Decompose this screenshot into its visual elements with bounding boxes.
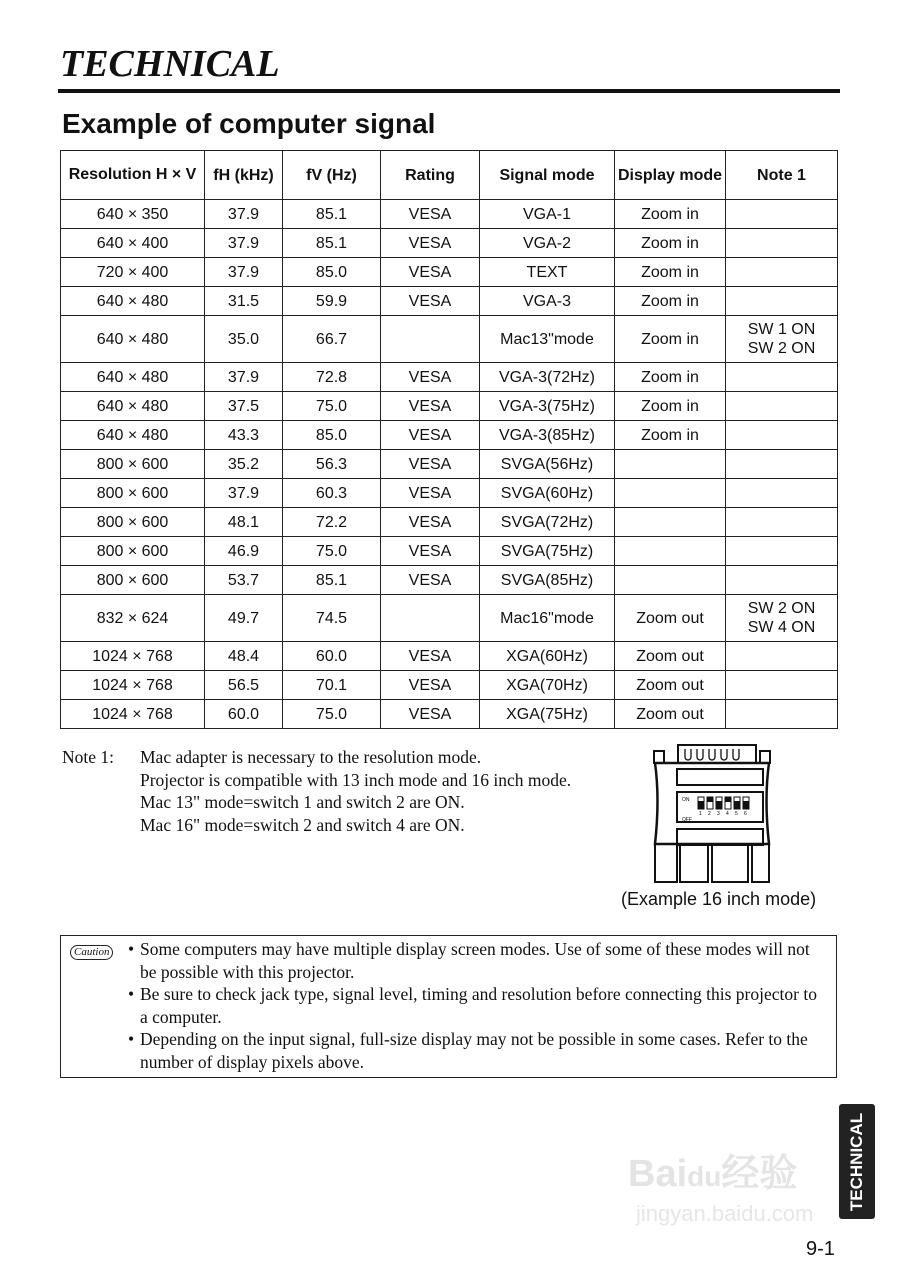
table-cell: 46.9 [205, 537, 283, 566]
dip-switch-number: 3 [717, 811, 720, 817]
table-cell: 1024 × 768 [61, 700, 205, 729]
table-cell: TEXT [480, 258, 615, 287]
table-cell: Zoom in [615, 229, 726, 258]
note-1 [62, 746, 571, 836]
table-cell: 800 × 600 [61, 508, 205, 537]
table-cell: XGA(70Hz) [480, 671, 615, 700]
note-line: Mac 16" mode=switch 2 and switch 4 are ON. [140, 814, 465, 835]
table-cell: VESA [381, 392, 480, 421]
table-cell [726, 537, 838, 566]
column-header: Resolution H × V [61, 151, 205, 200]
table-cell: VESA [381, 200, 480, 229]
table-cell: VESA [381, 671, 480, 700]
table-cell: 800 × 600 [61, 566, 205, 595]
table-cell [726, 258, 838, 287]
table-cell: VGA-3(85Hz) [480, 421, 615, 450]
table-row [61, 287, 838, 316]
caution-box [60, 935, 837, 1078]
table-cell: VGA-3(75Hz) [480, 392, 615, 421]
table-cell [726, 363, 838, 392]
table-cell [726, 642, 838, 671]
table-cell: VESA [381, 450, 480, 479]
table-cell [726, 392, 838, 421]
table-cell: 85.1 [283, 566, 381, 595]
dip-switch-knob [698, 801, 704, 809]
table-cell: 800 × 600 [61, 479, 205, 508]
table-cell: 43.3 [205, 421, 283, 450]
table-row [61, 700, 838, 729]
table-cell: SVGA(60Hz) [480, 479, 615, 508]
table-cell: SW 1 ON SW 2 ON [726, 316, 838, 363]
table-cell: VGA-1 [480, 200, 615, 229]
table-cell: VESA [381, 537, 480, 566]
table-row [61, 421, 838, 450]
table-cell: VESA [381, 642, 480, 671]
table-row [61, 258, 838, 287]
table-cell: Zoom in [615, 392, 726, 421]
note-label: Note 1: [62, 747, 115, 767]
watermark-url: jingyan.baidu.com [636, 1201, 814, 1226]
dip-switch-knob [725, 797, 731, 802]
table-cell: Zoom out [615, 671, 726, 700]
caution-item: • Be sure to check jack type, signal level, timing and resolution before connecting this projector to a computer. [128, 983, 828, 1028]
table-cell: SW 2 ON SW 4 ON [726, 595, 838, 642]
table-cell: 72.2 [283, 508, 381, 537]
table-cell [726, 566, 838, 595]
table-cell: 832 × 624 [61, 595, 205, 642]
table-row [61, 642, 838, 671]
table-cell: 70.1 [283, 671, 381, 700]
table-cell [615, 479, 726, 508]
switch-off-label: OFF [682, 817, 692, 823]
table-cell: 1024 × 768 [61, 642, 205, 671]
table-cell: SVGA(72Hz) [480, 508, 615, 537]
table-cell: Zoom out [615, 595, 726, 642]
table-cell: 1024 × 768 [61, 671, 205, 700]
table-cell: Mac16"mode [480, 595, 615, 642]
dip-switch-knob [743, 801, 749, 809]
table-cell: Zoom out [615, 700, 726, 729]
table-cell: VESA [381, 287, 480, 316]
table-cell: 59.9 [283, 287, 381, 316]
page-number: 9-1 [806, 1238, 835, 1260]
mac-adapter-diagram [652, 744, 772, 884]
table-cell: Zoom in [615, 287, 726, 316]
table-row [61, 229, 838, 258]
dip-switch-number: 2 [708, 811, 711, 817]
table-row [61, 200, 838, 229]
table-cell: 72.8 [283, 363, 381, 392]
table-cell: 85.1 [283, 229, 381, 258]
table-row [61, 392, 838, 421]
table-cell [726, 479, 838, 508]
table-cell: 35.0 [205, 316, 283, 363]
column-header: Note 1 [726, 151, 838, 200]
caution-item: • Some computers may have multiple display screen modes. Use of some of these modes will not be possible with this projector. [128, 938, 828, 983]
table-row [61, 316, 838, 363]
table-cell: 640 × 480 [61, 363, 205, 392]
table-cell: 800 × 600 [61, 537, 205, 566]
table-cell: 56.5 [205, 671, 283, 700]
column-header: fV (Hz) [283, 151, 381, 200]
table-cell: 37.9 [205, 363, 283, 392]
note-line: Mac adapter is necessary to the resolution mode. [140, 747, 482, 767]
table-cell: 56.3 [283, 450, 381, 479]
table-cell [726, 200, 838, 229]
table-cell: 37.5 [205, 392, 283, 421]
table-cell: 85.1 [283, 200, 381, 229]
table-cell: VGA-2 [480, 229, 615, 258]
table-cell: 66.7 [283, 316, 381, 363]
table-cell: 60.0 [205, 700, 283, 729]
table-cell: XGA(75Hz) [480, 700, 615, 729]
table-cell [615, 450, 726, 479]
table-row [61, 595, 838, 642]
dip-switch-number: 6 [744, 811, 747, 817]
column-header: fH (kHz) [205, 151, 283, 200]
table-cell: 49.7 [205, 595, 283, 642]
table-cell: 640 × 480 [61, 421, 205, 450]
table-cell: 85.0 [283, 258, 381, 287]
table-cell: VESA [381, 508, 480, 537]
dip-switch-knob [716, 801, 722, 809]
table-cell: VESA [381, 421, 480, 450]
table-cell: 31.5 [205, 287, 283, 316]
table-cell: 75.0 [283, 537, 381, 566]
table-cell: SVGA(56Hz) [480, 450, 615, 479]
table-row [61, 566, 838, 595]
table-cell: 37.9 [205, 200, 283, 229]
table-cell: 60.3 [283, 479, 381, 508]
table-cell: VESA [381, 363, 480, 392]
table-cell: VGA-3 [480, 287, 615, 316]
note-line: Mac 13" mode=switch 1 and switch 2 are ON. [140, 792, 465, 812]
signal-table [60, 150, 838, 729]
caution-item: • Depending on the input signal, full-size display may not be possible in some cases. Refer to the number of display pixels above. [128, 1028, 828, 1073]
table-cell: 75.0 [283, 700, 381, 729]
table-cell: SVGA(85Hz) [480, 566, 615, 595]
table-cell: 74.5 [283, 595, 381, 642]
note-line: Projector is compatible with 13 inch mode and 16 inch mode. [140, 769, 572, 790]
table-cell: SVGA(75Hz) [480, 537, 615, 566]
table-row [61, 363, 838, 392]
table-cell: 800 × 600 [61, 450, 205, 479]
table-cell: 640 × 480 [61, 287, 205, 316]
table-cell [615, 566, 726, 595]
watermark-logo: Baidu经验 [628, 1153, 798, 1195]
table-cell: 75.0 [283, 392, 381, 421]
table-cell: Zoom out [615, 642, 726, 671]
dip-switch-number: 1 [699, 811, 702, 817]
table-cell: 640 × 480 [61, 316, 205, 363]
table-cell [615, 537, 726, 566]
table-cell: 640 × 480 [61, 392, 205, 421]
title-rule [58, 89, 840, 93]
dip-switch-knob [707, 797, 713, 802]
table-cell: VESA [381, 700, 480, 729]
table-cell: VESA [381, 229, 480, 258]
table-cell [381, 316, 480, 363]
table-cell: 35.2 [205, 450, 283, 479]
table-cell: 85.0 [283, 421, 381, 450]
table-cell: VESA [381, 258, 480, 287]
table-cell: 48.1 [205, 508, 283, 537]
table-cell [726, 508, 838, 537]
table-cell: 37.9 [205, 479, 283, 508]
table-cell: 60.0 [283, 642, 381, 671]
table-cell: 53.7 [205, 566, 283, 595]
table-cell: 37.9 [205, 258, 283, 287]
table-cell: VESA [381, 566, 480, 595]
table-cell: Zoom in [615, 421, 726, 450]
table-cell [726, 671, 838, 700]
table-cell: Zoom in [615, 363, 726, 392]
table-cell: 37.9 [205, 229, 283, 258]
table-cell [726, 421, 838, 450]
page-title: Example of computer signal [62, 108, 436, 139]
table-cell: VGA-3(72Hz) [480, 363, 615, 392]
table-cell: Mac13"mode [480, 316, 615, 363]
table-cell: 640 × 350 [61, 200, 205, 229]
table-cell: Zoom in [615, 200, 726, 229]
dip-switch-number: 5 [735, 811, 738, 817]
table-cell [726, 287, 838, 316]
table-cell: Zoom in [615, 316, 726, 363]
table-row [61, 671, 838, 700]
table-cell [726, 229, 838, 258]
dip-switch-number: 4 [726, 811, 729, 817]
table-cell: 720 × 400 [61, 258, 205, 287]
section-title: TECHNICAL [60, 43, 280, 85]
table-row [61, 508, 838, 537]
table-row [61, 450, 838, 479]
side-tab [839, 1104, 875, 1219]
column-header: Signal mode [480, 151, 615, 200]
table-cell [381, 595, 480, 642]
table-cell: 640 × 400 [61, 229, 205, 258]
table-cell: XGA(60Hz) [480, 642, 615, 671]
table-cell: 48.4 [205, 642, 283, 671]
column-header: Display mode [615, 151, 726, 200]
table-row [61, 537, 838, 566]
caution-badge: Caution [70, 945, 113, 960]
adapter-caption: (Example 16 inch mode) [621, 889, 817, 909]
table-cell [615, 508, 726, 537]
table-cell: Zoom in [615, 258, 726, 287]
table-cell [726, 450, 838, 479]
column-header: Rating [381, 151, 480, 200]
switch-on-label: ON [682, 797, 690, 803]
dip-switch-knob [734, 801, 740, 809]
table-row [61, 479, 838, 508]
table-cell [726, 700, 838, 729]
side-tab-label: TECHNICAL [847, 1112, 866, 1211]
table-cell: VESA [381, 479, 480, 508]
